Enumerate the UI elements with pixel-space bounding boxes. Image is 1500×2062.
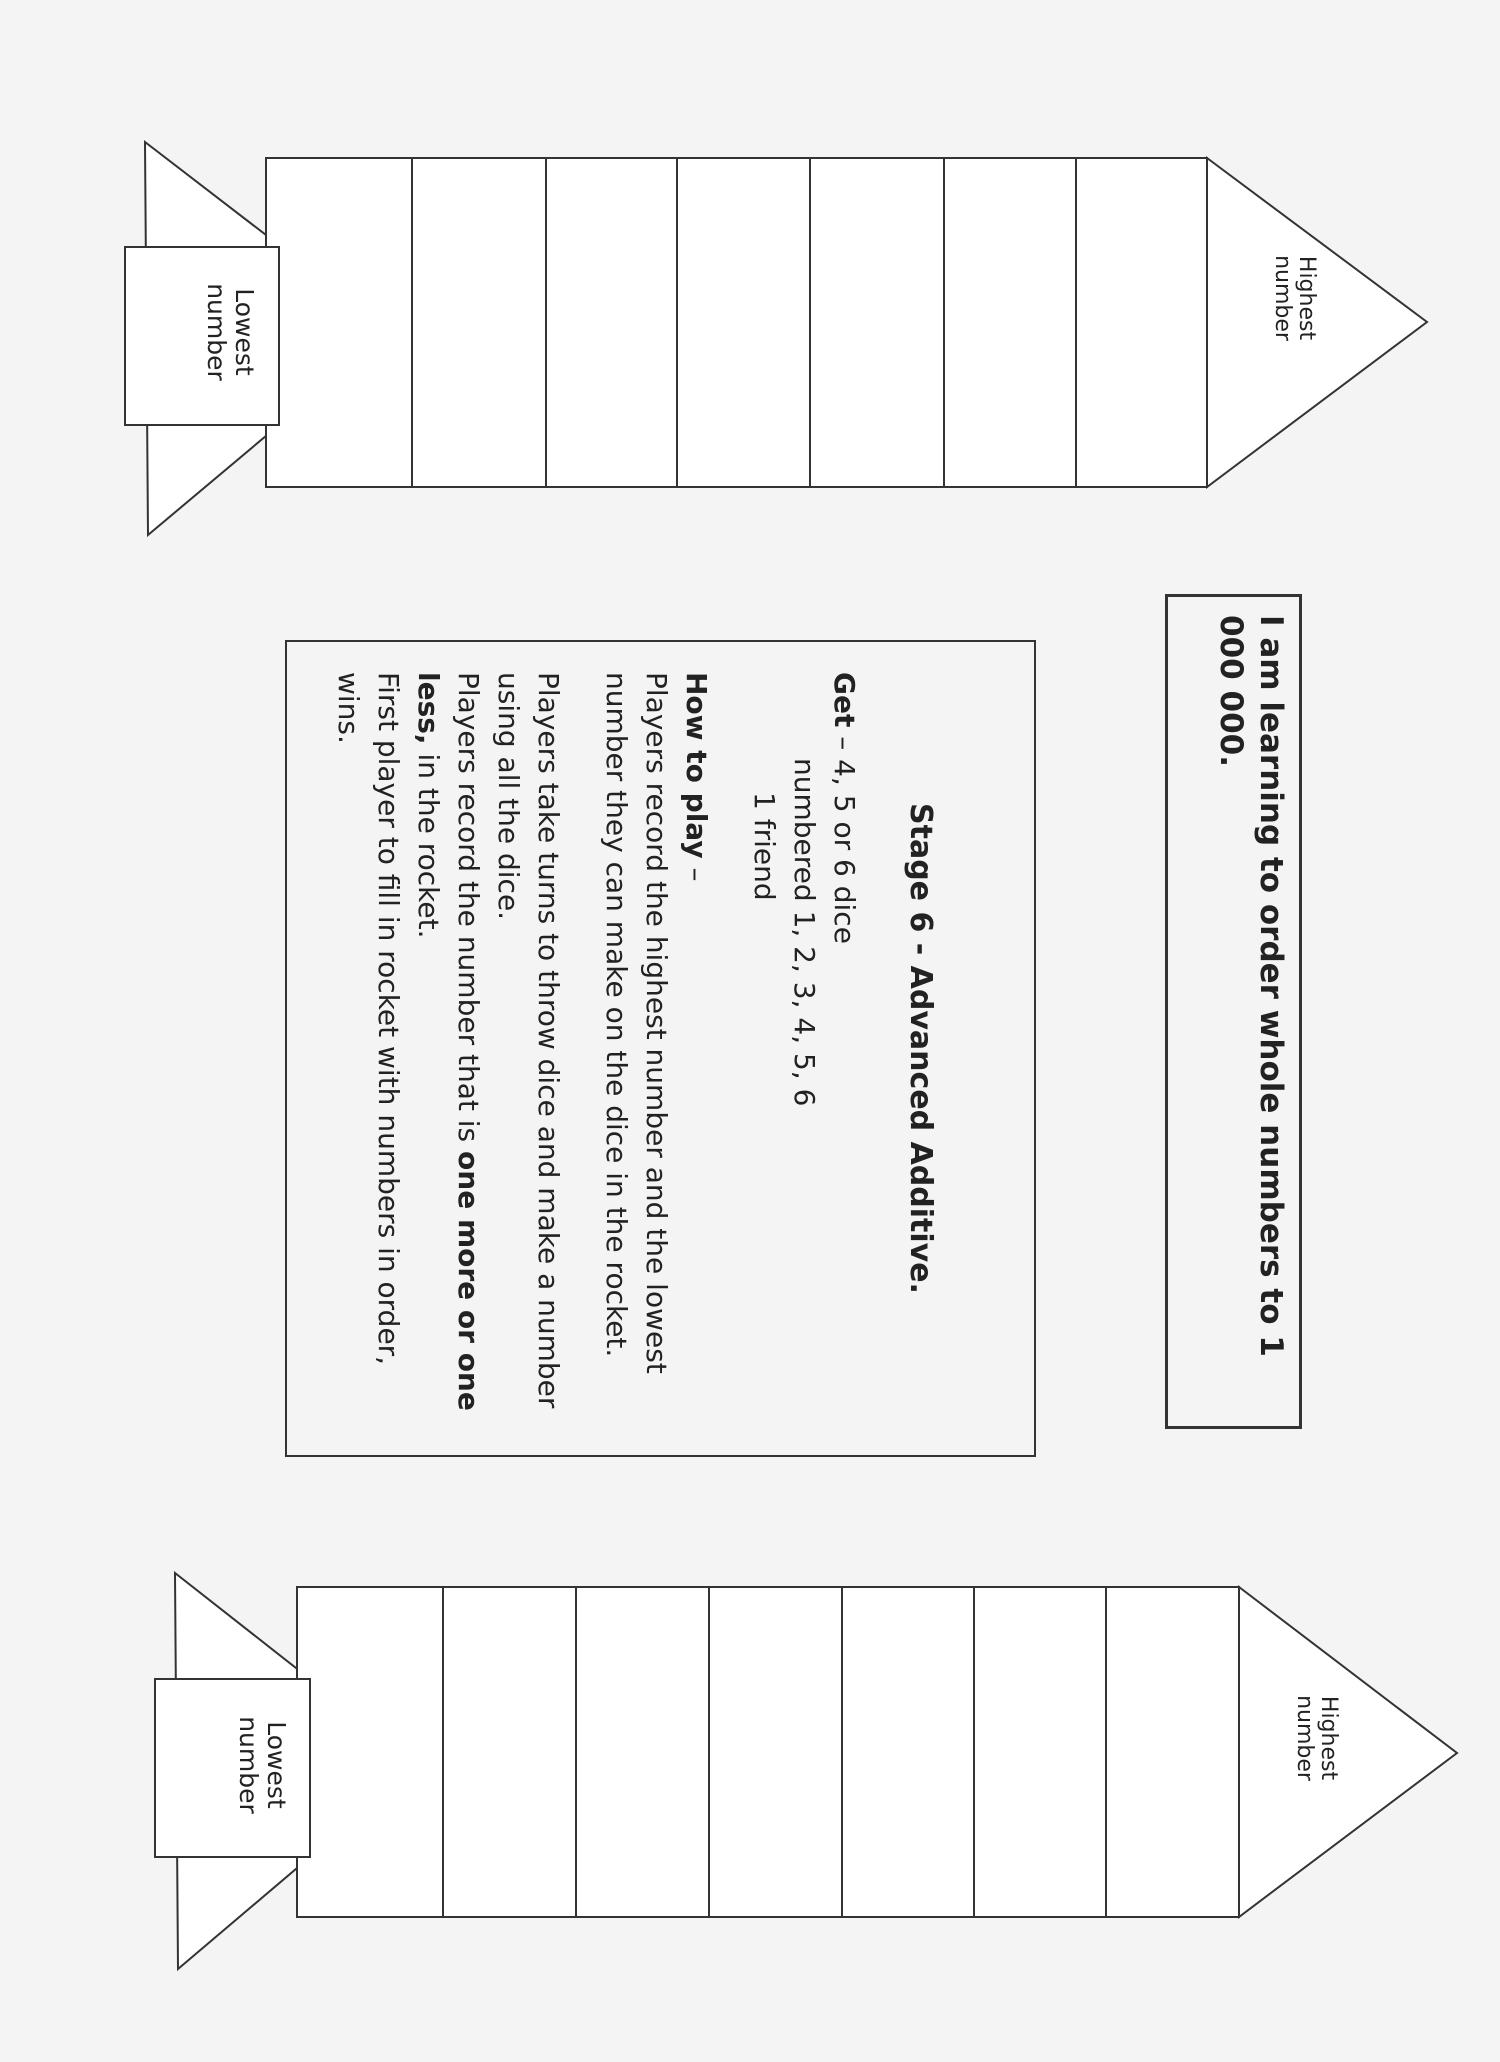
get-line: 1 friend — [748, 792, 781, 901]
get-line: – 4, 5 or 6 dice — [828, 727, 861, 944]
get-section — [744, 672, 864, 1425]
how-text: Players record the highest number and the lowest number they can make on the dice in the rocket. — [600, 672, 673, 1374]
highest-number-label: Highest number — [1270, 255, 1319, 341]
rule-bold: one more or one less, — [412, 672, 485, 1411]
lowest-number-label: Lowest number — [202, 283, 259, 381]
rocket-top — [125, 142, 1427, 535]
instructions-box — [285, 640, 1036, 1457]
rule-text: Players take turns to throw dice and make a number using all the dice. — [492, 672, 565, 1409]
stage-heading: Stage 6 - Advanced Additive. — [903, 803, 938, 1294]
rocket-body — [297, 1587, 1239, 1917]
rule-text: Players record the number that is — [452, 672, 485, 1152]
highest-number-label: Highest number — [1292, 1695, 1341, 1781]
rule-text: in the rocket. — [412, 744, 445, 939]
learning-intention: I am learning to order whole numbers to 1 000 000. — [1165, 594, 1302, 1429]
get-line: numbered 1, 2, 3, 4, 5, 6 — [788, 758, 821, 1107]
get-label: Get — [828, 672, 861, 728]
rocket-body — [266, 158, 1207, 487]
rule-text: First player to fill in rocket with numbers in order, wins. — [332, 672, 405, 1366]
rocket-nose — [1239, 1587, 1457, 1917]
rocket-bottom — [155, 1573, 1457, 1969]
how-to-play — [596, 672, 716, 1425]
how-label: How to play — [680, 672, 713, 859]
how-dash: – — [680, 858, 713, 882]
rules — [328, 672, 568, 1425]
lowest-number-label: Lowest number — [234, 1716, 291, 1814]
